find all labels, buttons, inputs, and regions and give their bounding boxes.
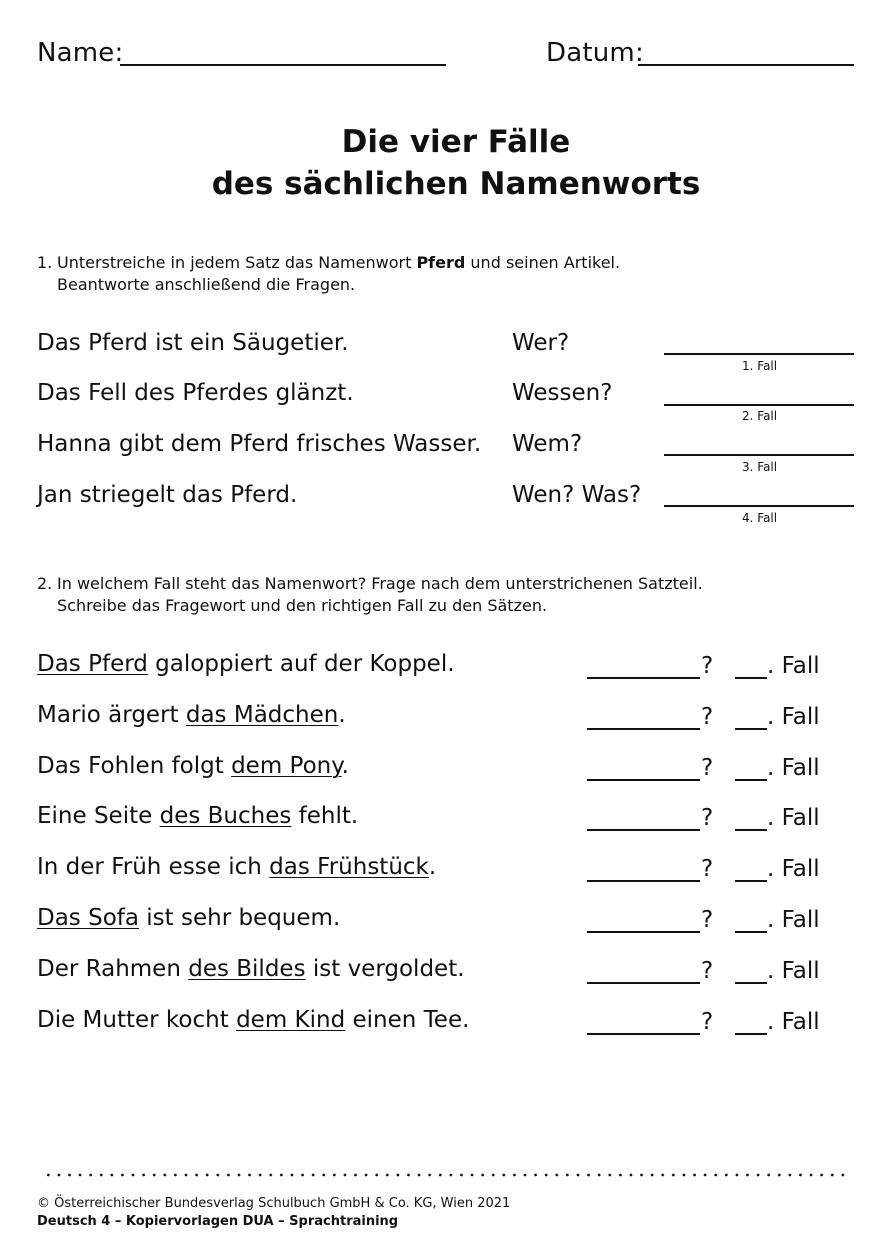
- name-field[interactable]: [120, 64, 446, 66]
- task2-question-field-2[interactable]: [587, 728, 700, 730]
- task2-sentence-7-before: Der Rahmen: [37, 956, 189, 982]
- task2-sentence-3-after: .: [341, 753, 349, 779]
- task2-sentence-3: [37, 753, 349, 779]
- task1-instruction: [37, 252, 857, 296]
- task2-sentence-7-underlined: des Bildes: [188, 956, 306, 982]
- task2-sentence-5-underlined: das Frühstück: [269, 854, 429, 880]
- footer-series: Deutsch 4 – Kopiervorlagen DUA – Sprachtraining: [37, 1214, 399, 1229]
- task1-answer-field-2[interactable]: [664, 404, 854, 406]
- task2-question-mark-8: ?: [701, 1009, 714, 1035]
- task2-sentence-8-before: Die Mutter kocht: [37, 1007, 237, 1033]
- task2-question-field-3[interactable]: [587, 779, 700, 781]
- task2-case-field-5[interactable]: [735, 880, 767, 882]
- task1-sentence-2: Das Fell des Pferdes glänzt.: [37, 380, 354, 406]
- task2-case-field-7[interactable]: [735, 982, 767, 984]
- task2-case-field-3[interactable]: [735, 779, 767, 781]
- task2-question-mark-7: ?: [701, 958, 714, 984]
- task2-fall-label-7: . Fall: [767, 958, 820, 984]
- task2-case-field-4[interactable]: [735, 829, 767, 831]
- date-field[interactable]: [638, 64, 854, 66]
- task2-question-field-8[interactable]: [587, 1033, 700, 1035]
- task2-question-mark-1: ?: [701, 653, 714, 679]
- task2-sentence-4: [37, 803, 358, 829]
- task2-case-field-1[interactable]: [735, 677, 767, 679]
- task2-sentence-4-before: Eine Seite: [37, 803, 160, 829]
- page-title-line2: des sächlichen Namenworts: [211, 166, 701, 202]
- task2-fall-label-3: . Fall: [767, 755, 820, 781]
- task1-keyword: Pferd: [416, 253, 466, 272]
- task2-question-mark-5: ?: [701, 856, 714, 882]
- name-label: Name:: [37, 38, 124, 68]
- task2-case-field-2[interactable]: [735, 728, 767, 730]
- task2-fall-label-2: . Fall: [767, 704, 820, 730]
- task1-answer-field-4[interactable]: [664, 505, 854, 507]
- task2-fall-label-8: . Fall: [767, 1009, 820, 1035]
- task2-sentence-4-underlined: des Buches: [159, 803, 292, 829]
- task2-sentence-3-before: Das Fohlen folgt: [37, 753, 232, 779]
- task2-instruction: [37, 573, 857, 617]
- task1-sentence-3: Hanna gibt dem Pferd frisches Wasser.: [37, 431, 482, 457]
- task2-fall-label-5: . Fall: [767, 856, 820, 882]
- task2-case-field-6[interactable]: [735, 931, 767, 933]
- task2-number: 2.: [37, 574, 53, 593]
- task2-sentence-7-after: ist vergoldet.: [305, 956, 465, 982]
- task2-sentence-8-after: einen Tee.: [345, 1007, 470, 1033]
- task2-question-mark-2: ?: [701, 704, 714, 730]
- task2-instruction-line2: Schreibe das Fragewort und den richtigen Fall zu den Sätzen.: [57, 596, 548, 615]
- task2-sentence-1-after: galoppiert auf der Koppel.: [147, 651, 455, 677]
- task2-instruction-line1: In welchem Fall steht das Namenwort? Frage nach dem unterstrichenen Satzteil.: [57, 574, 703, 593]
- task1-case-caption-4: 4. Fall: [742, 511, 778, 525]
- task2-question-field-4[interactable]: [587, 829, 700, 831]
- task1-number: 1.: [37, 253, 53, 272]
- date-label: Datum:: [546, 38, 644, 68]
- task1-answer-field-1[interactable]: [664, 353, 854, 355]
- task2-sentence-3-underlined: dem Pony: [231, 753, 342, 779]
- task2-fall-label-1: . Fall: [767, 653, 820, 679]
- task2-sentence-1-underlined: Das Pferd: [37, 651, 148, 677]
- task1-question-2: Wessen?: [512, 380, 613, 406]
- task2-sentence-5-before: In der Früh esse ich: [37, 854, 270, 880]
- task2-question-mark-6: ?: [701, 907, 714, 933]
- footer-copyright: © Österreichischer Bundesverlag Schulbuch GmbH & Co. KG, Wien 2021: [37, 1196, 511, 1211]
- task2-question-field-1[interactable]: [587, 677, 700, 679]
- task2-question-field-5[interactable]: [587, 880, 700, 882]
- task1-instruction-line2: Beantworte anschließend die Fragen.: [57, 275, 356, 294]
- task2-sentence-6-underlined: Das Sofa: [37, 905, 139, 931]
- task2-sentence-2-underlined: das Mädchen: [185, 702, 339, 728]
- task1-case-caption-2: 2. Fall: [742, 409, 778, 423]
- task1-case-caption-1: 1. Fall: [742, 359, 778, 373]
- task2-fall-label-4: . Fall: [767, 805, 820, 831]
- task2-sentence-5-after: .: [428, 854, 437, 880]
- task2-case-field-8[interactable]: [735, 1033, 767, 1035]
- task1-text-before: Unterstreiche in jedem Satz das Namenwort: [57, 253, 417, 272]
- task1-sentence-1: Das Pferd ist ein Säugetier.: [37, 330, 349, 356]
- task1-sentence-4: Jan striegelt das Pferd.: [37, 482, 298, 508]
- task2-sentence-2-before: Mario ärgert: [37, 702, 186, 728]
- task2-sentence-7: [37, 956, 465, 982]
- task2-question-field-7[interactable]: [587, 982, 700, 984]
- task2-sentence-8: [37, 1007, 469, 1033]
- task1-question-4: Wen? Was?: [512, 482, 642, 508]
- task1-text-after: und seinen Artikel.: [465, 253, 621, 272]
- task2-sentence-6: [37, 905, 340, 931]
- task1-question-3: Wem?: [512, 431, 583, 457]
- task2-sentence-4-after: fehlt.: [291, 803, 359, 829]
- task1-case-caption-3: 3. Fall: [742, 460, 778, 474]
- task2-fall-label-6: . Fall: [767, 907, 820, 933]
- task2-question-mark-4: ?: [701, 805, 714, 831]
- task2-sentence-2: [37, 702, 346, 728]
- task2-sentence-2-after: .: [338, 702, 346, 728]
- task2-sentence-8-underlined: dem Kind: [236, 1007, 346, 1033]
- page-title-line1: Die vier Fälle: [341, 124, 571, 160]
- task2-question-mark-3: ?: [701, 755, 714, 781]
- footer-dotted-divider: [43, 1173, 851, 1177]
- task1-answer-field-3[interactable]: [664, 454, 854, 456]
- task2-sentence-6-after: ist sehr bequem.: [138, 905, 341, 931]
- task2-sentence-1: [37, 651, 455, 677]
- task2-sentence-5: [37, 854, 436, 880]
- task1-question-1: Wer?: [512, 330, 570, 356]
- task2-question-field-6[interactable]: [587, 931, 700, 933]
- task1-instruction-line1: [37, 252, 857, 274]
